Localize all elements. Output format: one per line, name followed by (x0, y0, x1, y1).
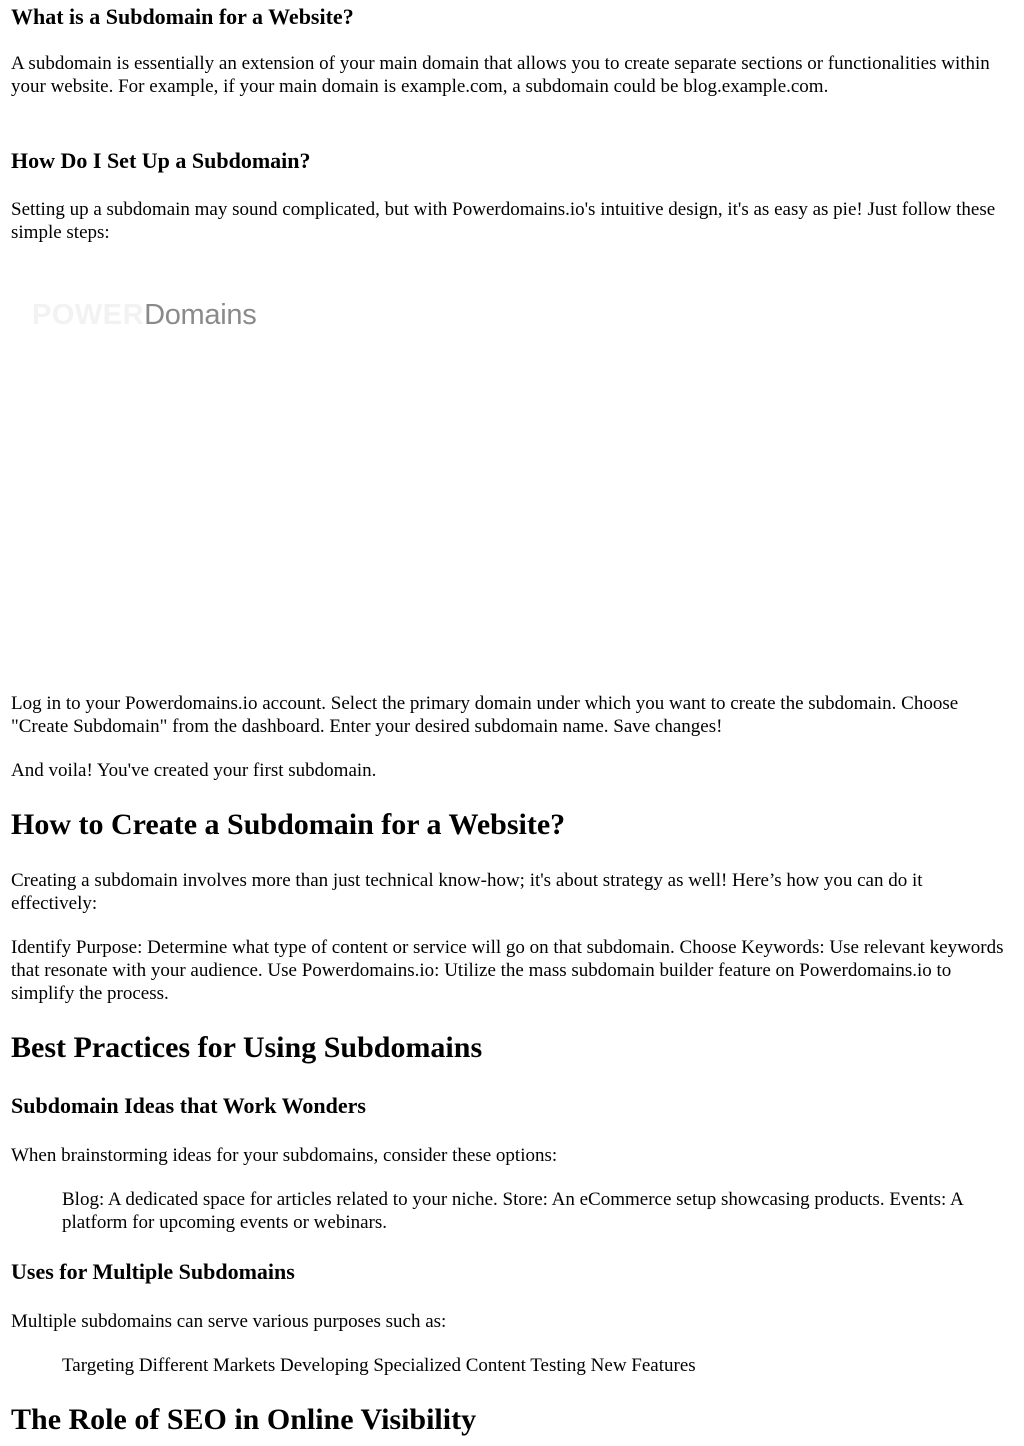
paragraph-what-is-subdomain: A subdomain is essentially an extension of your main domain that allows you to create separate sections or functionalities within your website. For example, if your main domain is example.com, a subdomain could be blog.example.com. (11, 53, 990, 97)
paragraph-setup-subdomain: Setting up a subdomain may sound complicated, but with Powerdomains.io's intuitive design, it's as easy as pie! Just follow these simple steps: (11, 199, 996, 243)
list-subdomain-ideas: Blog: A dedicated space for articles related to your niche. Store: An eCommerce setup showcasing products. Events: A platform for upcoming events or webinars. (62, 1189, 963, 1233)
paragraph-voila: And voila! You've created your first subdomain. (11, 760, 377, 781)
powerdomains-logo (32, 298, 256, 332)
list-multiple-subdomains: Targeting Different Markets Developing Specialized Content Testing New Features (62, 1355, 696, 1376)
heading-subdomain-ideas: Subdomain Ideas that Work Wonders (11, 1093, 366, 1118)
heading-multiple-subdomains: Uses for Multiple Subdomains (11, 1259, 295, 1284)
heading-create-subdomain: How to Create a Subdomain for a Website? (11, 808, 566, 841)
paragraph-subdomain-ideas: When brainstorming ideas for your subdomains, consider these options: (11, 1145, 558, 1166)
heading-what-is-subdomain: What is a Subdomain for a Website? (11, 4, 354, 29)
heading-best-practices: Best Practices for Using Subdomains (11, 1031, 483, 1064)
paragraph-create-subdomain: Creating a subdomain involves more than just technical know-how; it's about strategy as well! Here’s how you can do it effectively: (11, 870, 923, 914)
paragraph-create-steps: Identify Purpose: Determine what type of content or service will go on that subdomain. Choose Keywords: Use relevant keywords that resonate with your audience. Use Powerdomains.io: Utilize the mass subdomain builder feature on Powerdomains.io to simplify the process. (11, 937, 1004, 1004)
heading-seo-role: The Role of SEO in Online Visibility (11, 1403, 477, 1436)
logo-domains-text: Domains (144, 299, 257, 331)
heading-setup-subdomain: How Do I Set Up a Subdomain? (11, 148, 311, 173)
paragraph-multiple-subdomains: Multiple subdomains can serve various purposes such as: (11, 1311, 447, 1332)
paragraph-setup-steps: Log in to your Powerdomains.io account. Select the primary domain under which you want to create the subdomain. Choose "Create Subdomain" from the dashboard. Enter your desired subdomain name. Save changes! (11, 693, 959, 737)
logo-power-text: POWER (32, 299, 145, 331)
